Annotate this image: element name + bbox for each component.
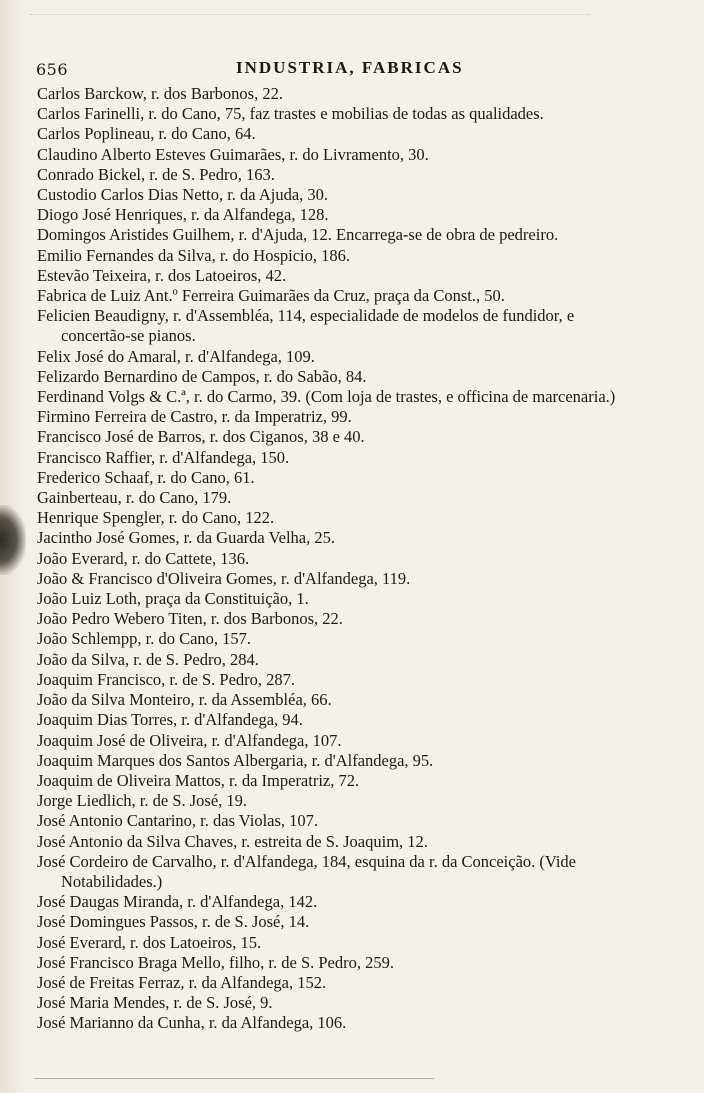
directory-entry: Fabrica de Luiz Ant.º Ferreira Guimarães da Cruz, praça da Const., 50.: [37, 286, 505, 306]
directory-entry: Joaquim José de Oliveira, r. d'Alfandega, 107.: [37, 730, 342, 750]
directory-entry: Domingos Aristides Guilhem, r. d'Ajuda, 12. Encarrega-se de obra de pedreiro.: [37, 225, 559, 245]
directory-entry-list: [37, 84, 627, 1034]
page-header: [36, 58, 646, 82]
directory-entry: Custodio Carlos Dias Netto, r. da Ajuda, 30.: [37, 185, 329, 205]
directory-entry: João Pedro Webero Titen, r. dos Barbonos, 22.: [37, 609, 343, 629]
directory-entry: Francisco José de Barros, r. dos Ciganos, 38 e 40.: [37, 427, 365, 447]
directory-entry: José Antonio da Silva Chaves, r. estreita de S. Joaquim, 12.: [37, 831, 428, 851]
directory-entry: João Luiz Loth, praça da Constituição, 1.: [37, 589, 309, 609]
directory-entry: Diogo José Henriques, r. da Alfandega, 128.: [37, 205, 329, 225]
directory-entry: Joaquim de Oliveira Mattos, r. da Imperatriz, 72.: [37, 770, 360, 790]
directory-entry: José Daugas Miranda, r. d'Alfandega, 142.: [37, 892, 318, 912]
top-margin-bleedthrough: [30, 0, 590, 15]
directory-entry: José Domingues Passos, r. de S. José, 14.: [37, 912, 310, 932]
directory-entry: Jorge Liedlich, r. de S. José, 19.: [37, 791, 248, 811]
directory-entry: José Marianno da Cunha, r. da Alfandega, 106.: [37, 1013, 347, 1033]
bottom-edge-rule: [34, 1078, 434, 1079]
directory-entry: Joaquim Marques dos Santos Albergaria, r. d'Alfandega, 95.: [37, 750, 434, 770]
directory-entry: Carlos Poplineau, r. do Cano, 64.: [37, 124, 256, 144]
directory-entry: Estevão Teixeira, r. dos Latoeiros, 42.: [37, 265, 287, 285]
directory-entry: Jacintho José Gomes, r. da Guarda Velha, 25.: [37, 528, 336, 548]
directory-entry: João da Silva Monteiro, r. da Assembléa, 66.: [37, 690, 332, 710]
directory-entry: José Maria Mendes, r. de S. José, 9.: [37, 993, 273, 1013]
directory-entry: José Antonio Cantarino, r. das Violas, 107.: [37, 811, 319, 831]
directory-entry: Henrique Spengler, r. do Cano, 122.: [37, 508, 275, 528]
section-title: INDUSTRIA, FABRICAS: [236, 58, 464, 77]
directory-entry: Joaquim Dias Torres, r. d'Alfandega, 94.: [37, 710, 303, 730]
directory-entry: Firmino Ferreira de Castro, r. da Imperatriz, 99.: [37, 407, 352, 427]
directory-entry: Felix José do Amaral, r. d'Alfandega, 109.: [37, 346, 315, 366]
directory-entry: Felicien Beaudigny, r. d'Assembléa, 114, especialidade de modelos de fundidor, e concertão-se pianos.: [37, 306, 575, 346]
directory-entry: Conrado Bickel, r. de S. Pedro, 163.: [37, 164, 275, 184]
directory-entry: Ferdinand Volgs & C.ª, r. do Carmo, 39. (Com loja de trastes, e officina de marcenaria.): [37, 387, 616, 407]
directory-entry: João Schlempp, r. do Cano, 157.: [37, 629, 252, 649]
directory-entry: Emilio Fernandes da Silva, r. do Hospicio, 186.: [37, 245, 351, 265]
directory-entry: Gainberteau, r. do Cano, 179.: [37, 488, 232, 508]
page-number: 656: [36, 60, 69, 79]
directory-entry: José Everard, r. dos Latoeiros, 15.: [37, 932, 262, 952]
directory-entry: Carlos Farinelli, r. do Cano, 75, faz trastes e mobilias de todas as qualidades.: [37, 104, 544, 124]
directory-entry: João da Silva, r. de S. Pedro, 284.: [37, 649, 259, 669]
ink-stain: [0, 505, 26, 575]
directory-entry: João & Francisco d'Oliveira Gomes, r. d'Alfandega, 119.: [37, 568, 411, 588]
directory-entry: Carlos Barckow, r. dos Barbonos, 22.: [37, 84, 283, 103]
directory-entry: Felizardo Bernardino de Campos, r. do Sabão, 84.: [37, 366, 367, 386]
directory-entry: Claudino Alberto Esteves Guimarães, r. do Livramento, 30.: [37, 144, 429, 164]
directory-entry: Frederico Schaaf, r. do Cano, 61.: [37, 467, 255, 487]
directory-entry: João Everard, r. do Cattete, 136.: [37, 548, 250, 568]
directory-entry: Francisco Raffier, r. d'Alfandega, 150.: [37, 447, 290, 467]
directory-entry: José Francisco Braga Mello, filho, r. de S. Pedro, 259.: [37, 952, 394, 972]
directory-entry: Joaquim Francisco, r. de S. Pedro, 287.: [37, 669, 296, 689]
directory-entry: José de Freitas Ferraz, r. da Alfandega, 152.: [37, 972, 327, 992]
directory-entry: José Cordeiro de Carvalho, r. d'Alfandega, 184, esquina da r. da Conceição. (Vide Notabilidades.): [37, 851, 576, 891]
